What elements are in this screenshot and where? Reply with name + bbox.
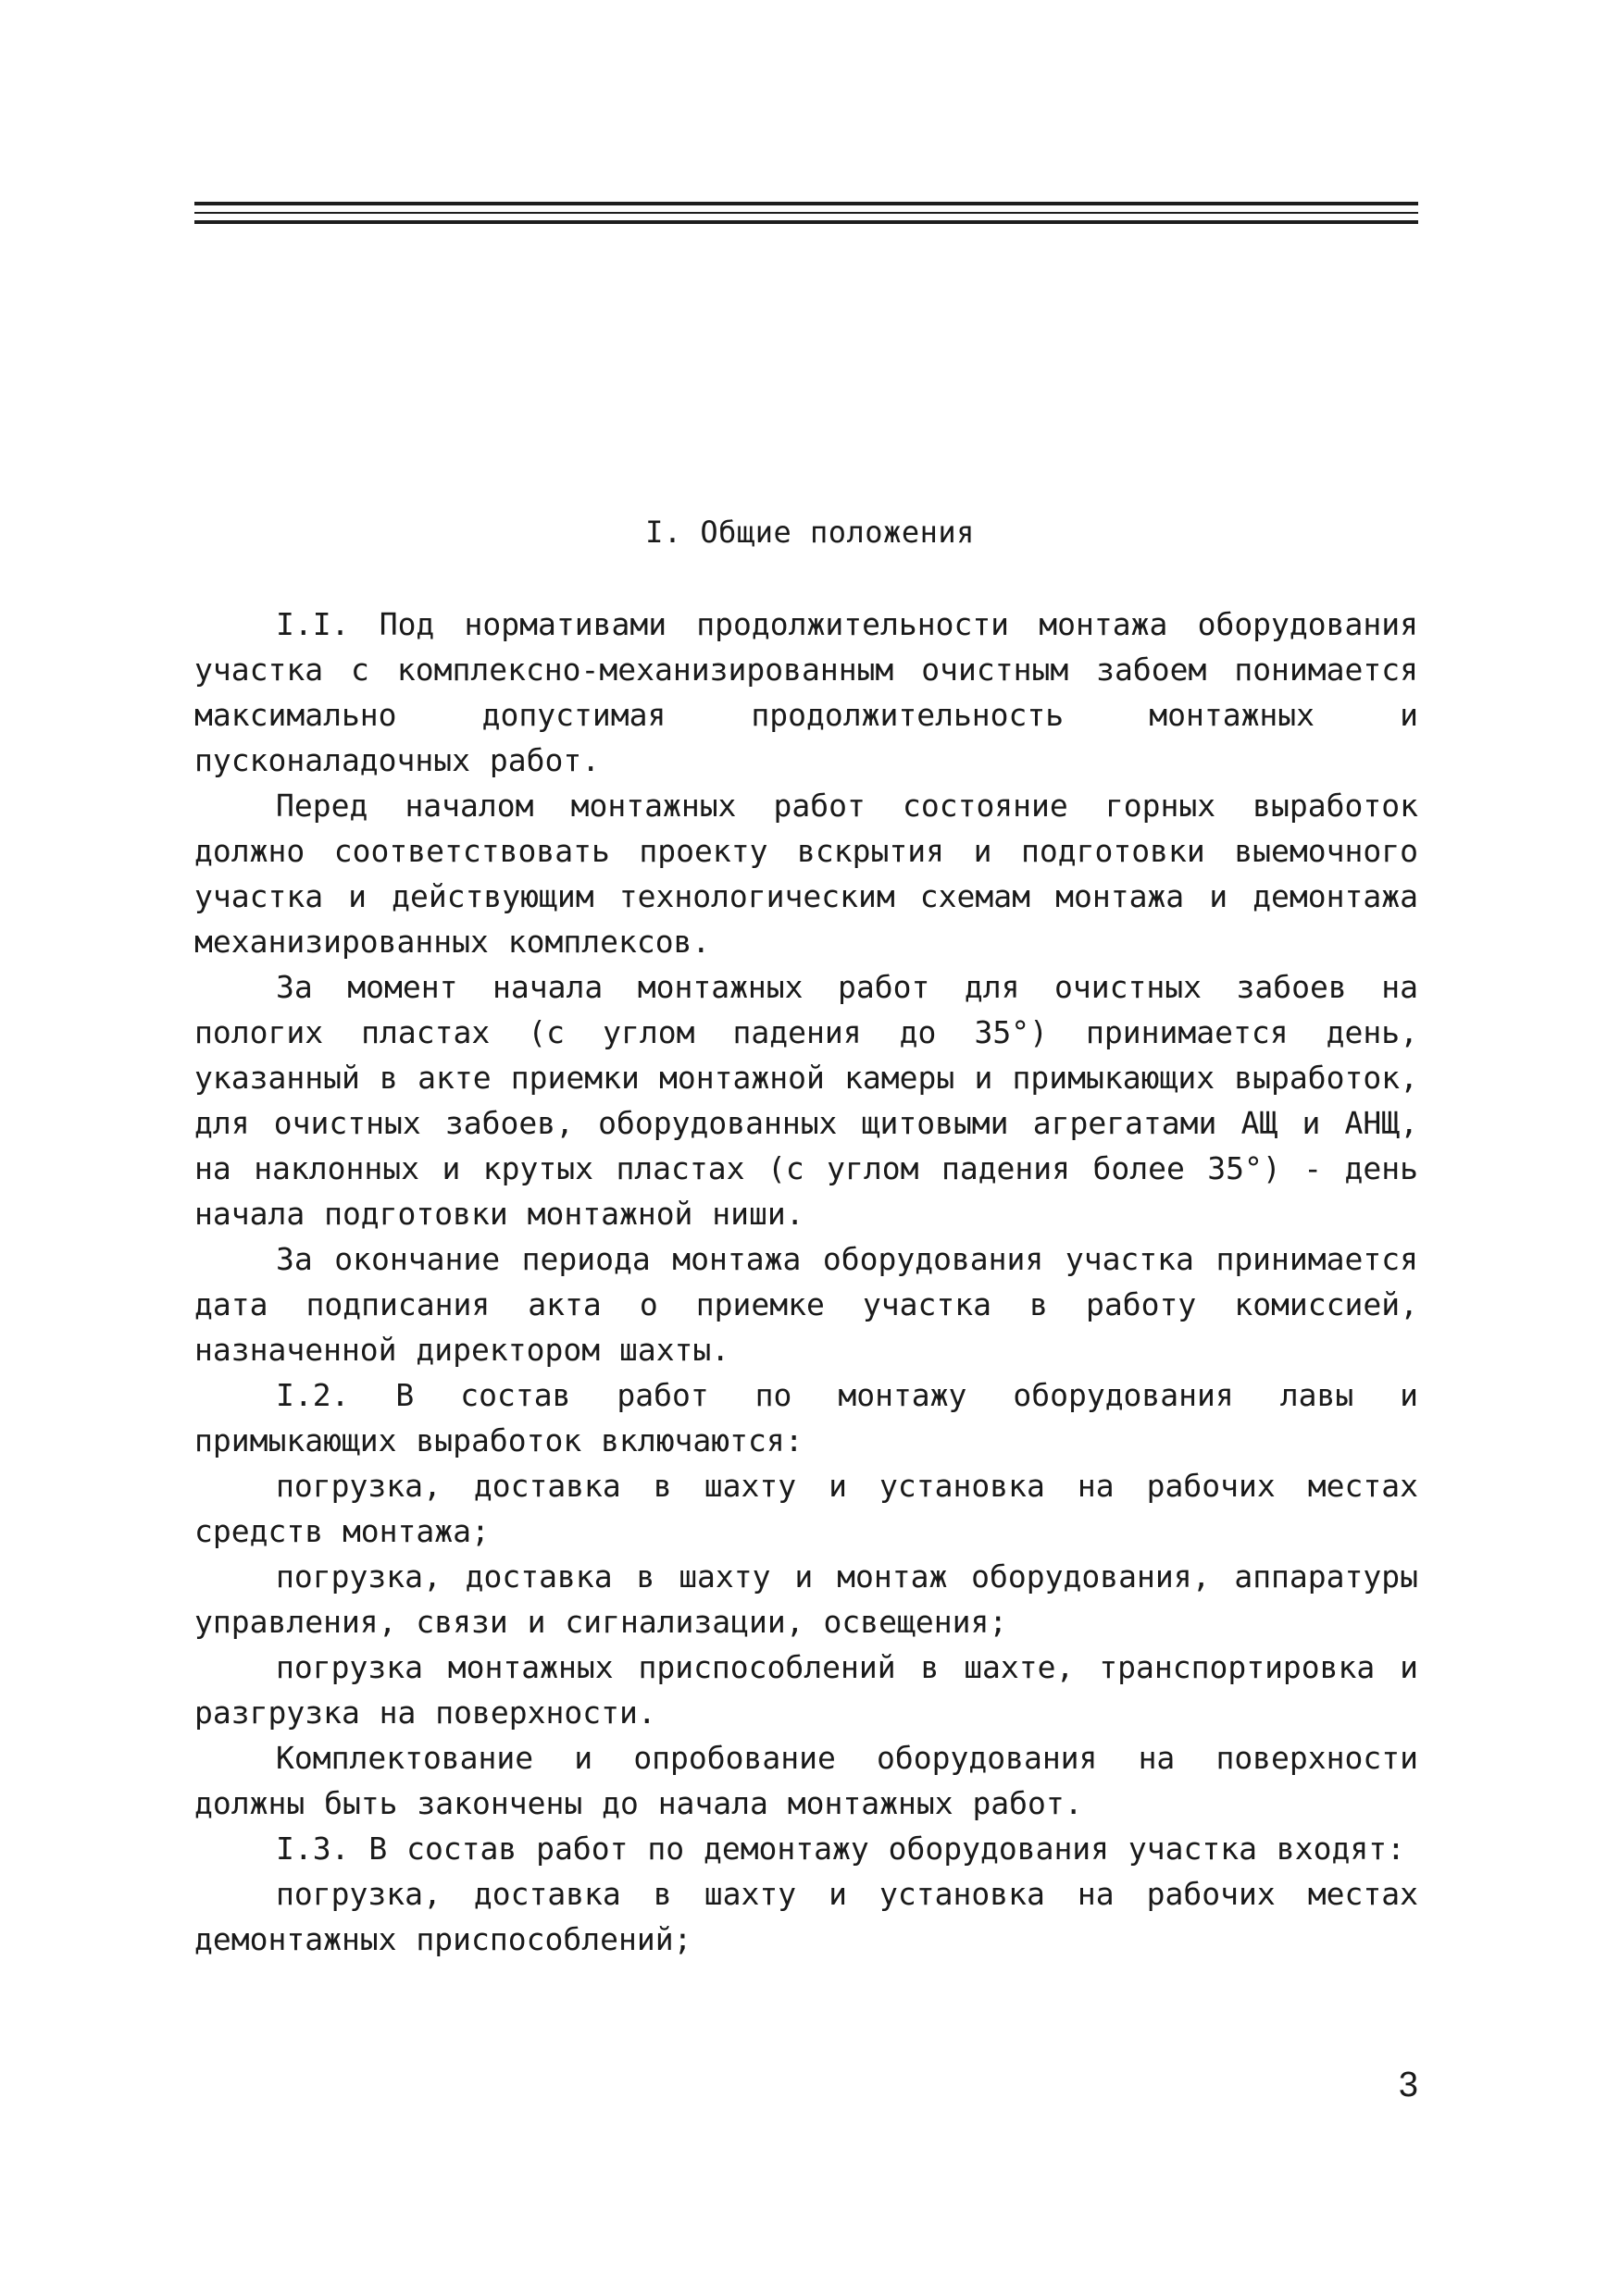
header-rule-bottom [194, 220, 1418, 224]
list-item-equipment-mounting: погрузка, доставка в шахту и монтаж оборудования, аппаратуры управления, связи и сигнализации, освещения; [194, 1558, 1418, 1640]
list-item-dismantling-fixtures: погрузка, доставка в шахту и установка на рабочих местах демонтажных приспособлений; [194, 1876, 1418, 1957]
page-number: 3 [1398, 2066, 1418, 2104]
paragraph-1-1: I.I. Под нормативами продолжительности монтажа оборудования участка с комплексно-механизированным очистным забоем понимается максимально допустимая продолжительность монтажных и пусконаладочных работ. [194, 606, 1418, 778]
paragraph-preconditions: Перед началом монтажных работ состояние горных выработок должно соответствовать проекту вскрытия и подготовки выемочного участка и действующим технологическим схемам монтажа и демонтажа механизированных комплексов. [194, 788, 1418, 960]
paragraph-1-2: I.2. В состав работ по монтажу оборудования лавы и примыкающих выработок включаются: [194, 1377, 1418, 1458]
list-item-fixtures-transport: погрузка монтажных приспособлений в шахте, транспортировка и разгрузка на поверхности. [194, 1649, 1418, 1731]
header-rule-middle [194, 212, 1418, 214]
section-heading: I. Общие положения [645, 515, 975, 550]
list-item-installation-means: погрузка, доставка в шахту и установка на рабочих местах средств монтажа; [194, 1468, 1418, 1549]
paragraph-end-moment: За окончание периода монтажа оборудования участка принимается дата подписания акта о приемке участка в работу комиссией, назначенной директором шахты. [194, 1241, 1418, 1368]
header-rule-top [194, 202, 1418, 205]
paragraph-start-moment: За момент начала монтажных работ для очистных забоев на пологих пластах (с углом падения до 35°) принимается день, указанный в акте приемки монтажной камеры и примыкающих выработок, для очистных забоев, оборудованных щитовыми агрегатами АЩ и АНЩ, на наклонных и крутых пластах (с углом падения более 35°) - день начала подготовки монтажной ниши. [194, 969, 1418, 1232]
document-body [194, 602, 1418, 1962]
paragraph-surface-testing: Комплектование и опробование оборудования на поверхности должны быть закончены до начала монтажных работ. [194, 1740, 1418, 1821]
paragraph-1-3: I.3. В состав работ по демонтажу оборудования участка входят: [276, 1831, 1405, 1867]
